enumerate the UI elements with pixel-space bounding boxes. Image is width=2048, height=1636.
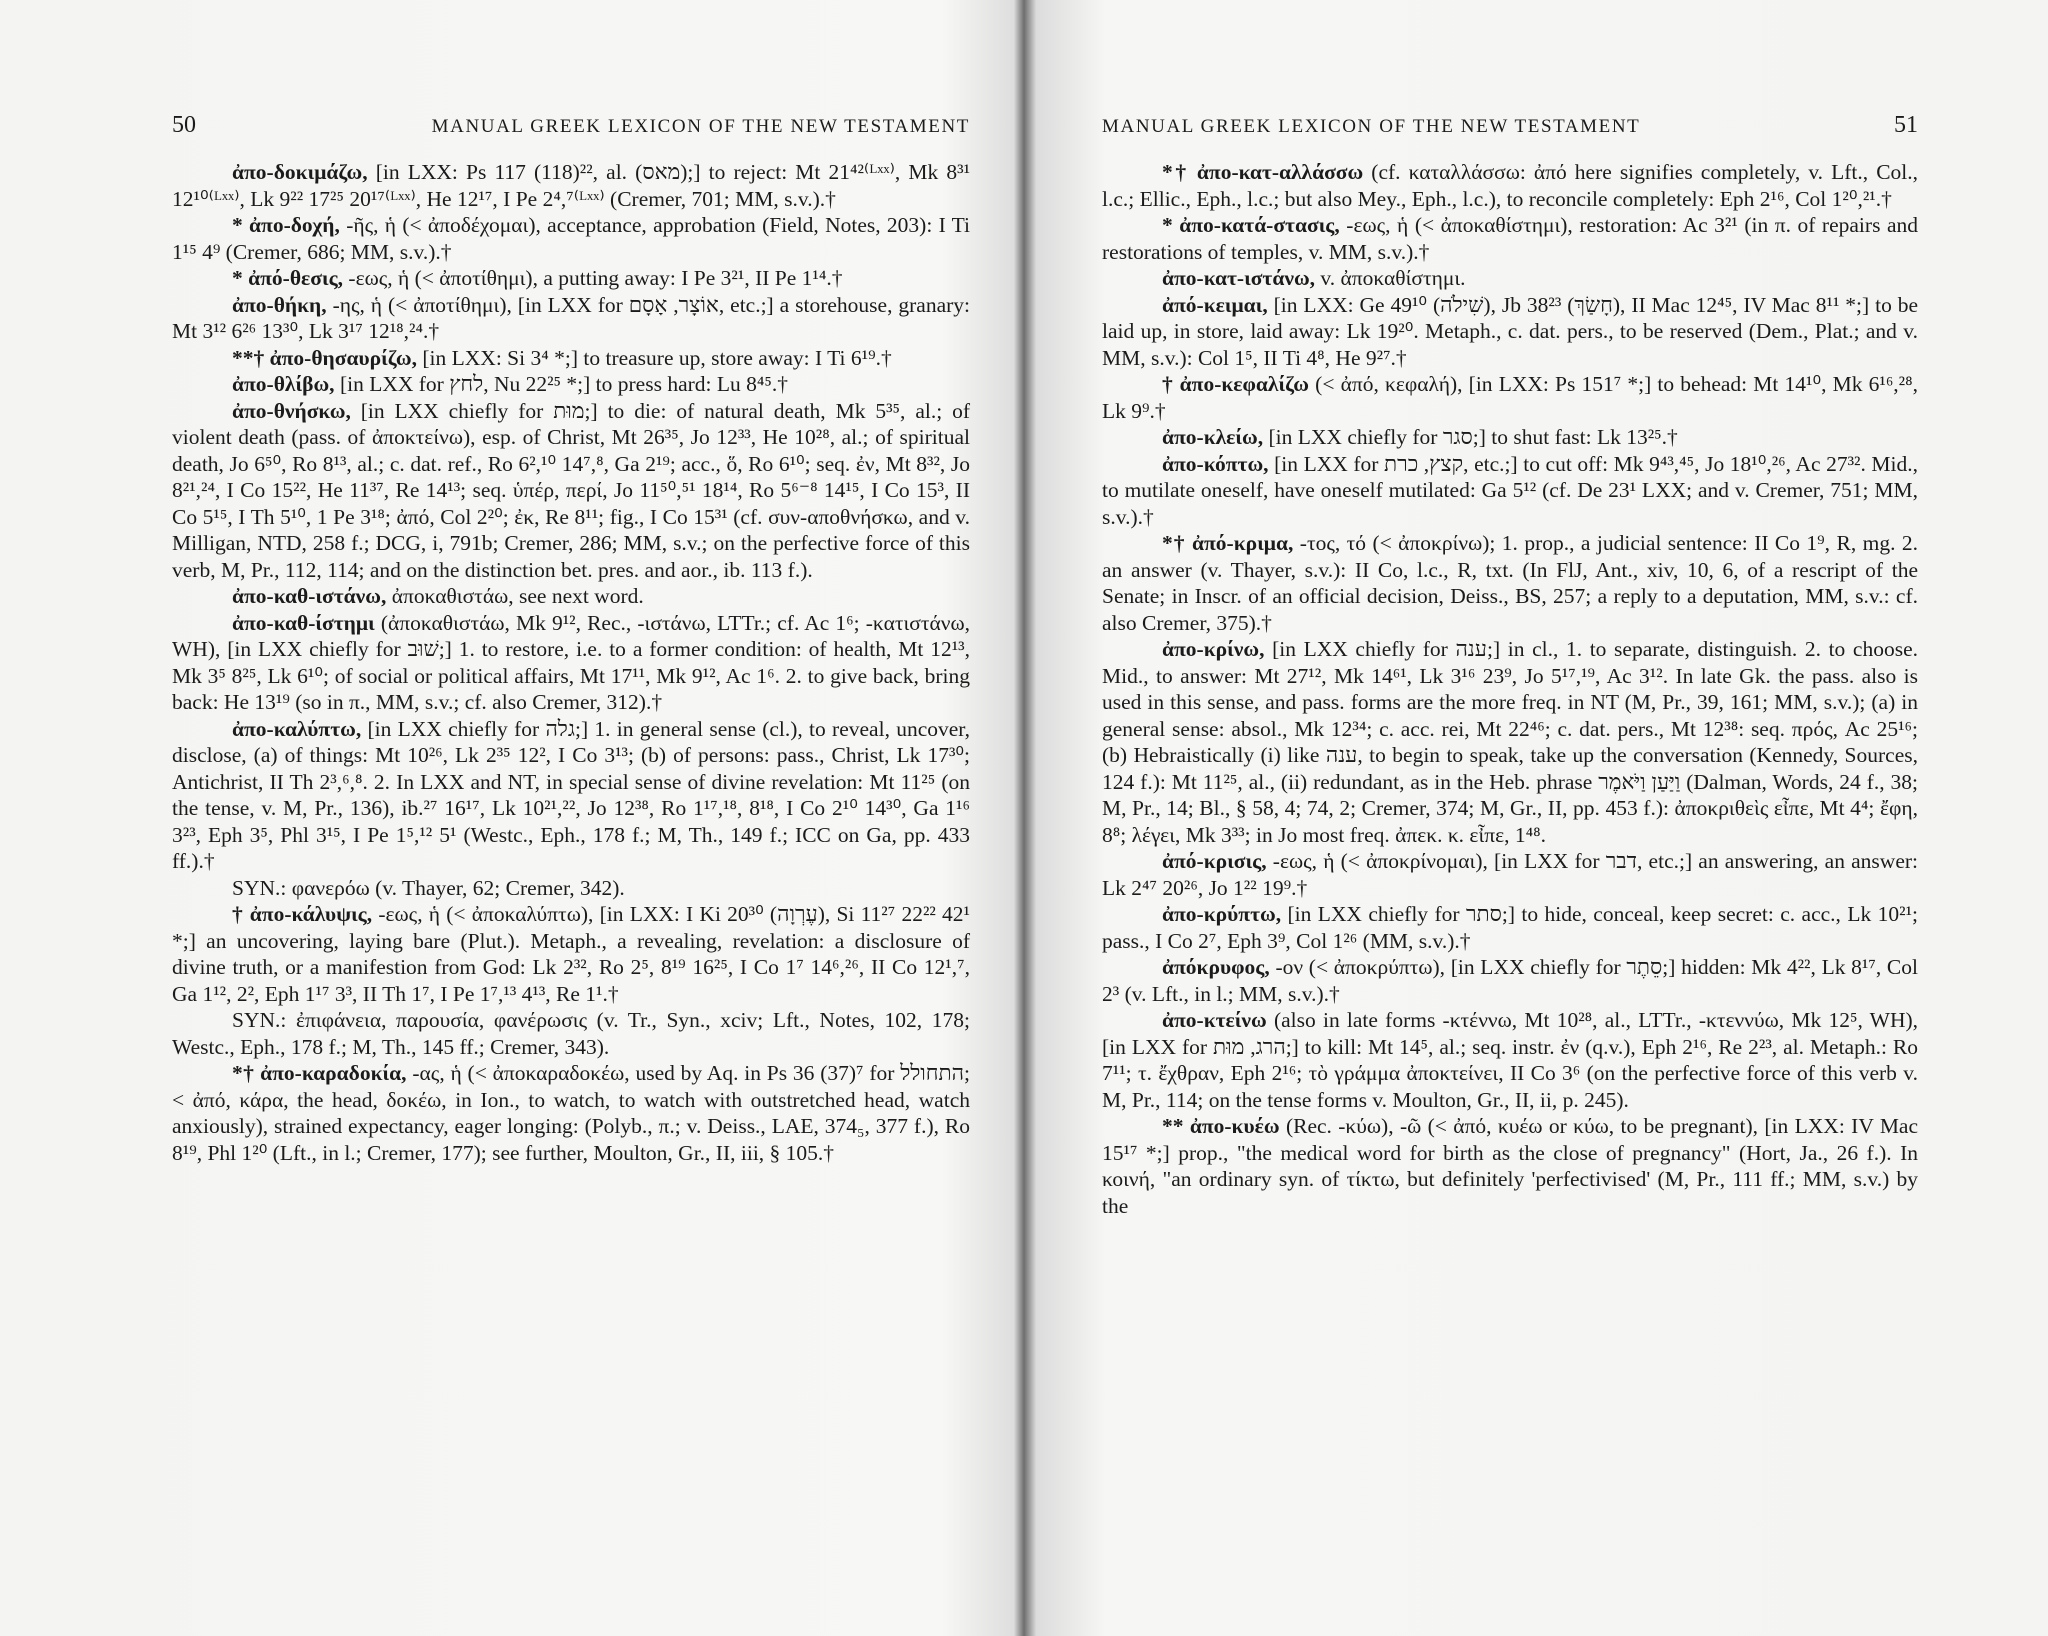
entry-headword: *† ἀπό-κριμα, [1162, 531, 1294, 555]
lexicon-entry [1102, 848, 1918, 901]
entry-headword: ἀπο-καθ-ίστημι [232, 610, 375, 635]
entry-headword: * ἀπο-δοχή, [232, 213, 340, 237]
lexicon-entry [172, 159, 970, 212]
entry-headword: *† ἀπο-κατ-αλλάσσω [1162, 160, 1364, 184]
entry-headword: ἀπο-δοκιμάζω, [232, 160, 368, 184]
lexicon-entry [172, 583, 970, 610]
left-running-head: MANUAL GREEK LEXICON OF THE NEW TESTAMENT [431, 116, 970, 137]
entry-text: φανερόω (v. Thayer, 62; Cremer, 342). [291, 875, 625, 900]
lexicon-entry [172, 901, 970, 1007]
lexicon-entry [172, 610, 970, 716]
entry-headword: ἀπόκρυφος, [1162, 955, 1270, 979]
lexicon-entry [172, 398, 970, 584]
entry-headword: ἀπο-κατ-ιστάνω, [1162, 266, 1316, 290]
entry-text: v. ἀποκαθίστημι. [1320, 266, 1466, 290]
right-page [1030, 0, 2048, 1636]
entry-headword: ἀπό-κειμαι, [1162, 292, 1268, 317]
lexicon-entry [1102, 265, 1918, 292]
synonyms-note [172, 875, 970, 902]
entry-text: (Rec. -κύω), -ῶ (< ἀπό, κυέω or κύω, to be pregnant), [in LXX: IV Mac 15¹⁷ *;] prop., "the medical word for birth as the close of pregnancy" (Hort, Ja., 26 f.). In κοινή, "an ordinary syn. of τίκτω, but definitely 'perfectivised' (M, Pr., 111 ff.; MM, s.v.) by the [1102, 1114, 1919, 1218]
entry-text: (cf. καταλλάσσω: ἀπό here signifies completely, v. Lft., Col., l.c.; Ellic., Eph., l.c.; but also Mey., Eph., l.c.), to reconcile completely: Eph 2¹⁶, Col 1²⁰,²¹.† [1102, 160, 1919, 211]
synonyms-note [172, 1007, 970, 1060]
entry-headword: † ἀπο-κάλυψις, [232, 902, 373, 926]
entry-text: [in LXX chiefly for גלה;] 1. in general sense (cl.), to reveal, uncover, disclose, (a) of things: Mt 10²⁶, Lk 2³⁵ 12², I Co 3¹³; (b) of persons: pass., Christ, Lk 17³⁰; Antichrist, II Th 2³,⁶,⁸. 2. In LXX and NT, in special sense of divine revelation: Mt 11²⁵ (on the tense, v. M, Pr., 136), ib.²⁷ 16¹⁷, Lk 10²¹,²², Jo 12³⁸, Ro 1¹⁷,¹⁸, 8¹⁸, I Co 2¹⁰ 14³⁰, Ga 1¹⁶ 3²³, Eph 3⁵, Phl 3¹⁵, I Pe 1⁵,¹² 5¹ (Westc., Eph., 178 f.; M, Th., 149 f.; ICC on Ga, pp. 433 ff.).† [172, 716, 970, 873]
lexicon-entry [1102, 424, 1918, 451]
entry-text: [in LXX: Ge 49¹⁰ (שִׁילֹה), Jb 38²³ (חָשַׂךְ), II Mac 12⁴⁵, IV Mac 8¹¹ *;] to be laid up, in store, laid away: Lk 19²⁰. Metaph., c. dat. pers., to be reserved (Dem., Plat.; and v. MM, s.v.): Col 1⁵, II Ti 4⁸, He 9²⁷.† [1102, 292, 1919, 370]
entry-text: -τος, τό (< ἀποκρίνω); 1. prop., a judicial sentence: II Co 1⁹, R, mg. 2. an answer (v. Thayer, s.v.): II Co, l.c., R, txt. (In FlJ, Ant., xiv, 10, 6, of a rescript of the Senate; in Inscr. of an official decision, Deiss., BS, 257; a reply to a deputation, MM, s.v.: cf. also Cremer, 375).† [1102, 531, 1919, 635]
lexicon-entry [1102, 371, 1918, 424]
entry-text: -εως, ἡ (< ἀποκαλύπτω), [in LXX: I Ki 20³⁰ (עֶרְוָה), Si 11²⁷ 22²² 42¹ *;] an uncovering, laying bare (Plut.). Metaph., a revealing, revelation: a disclosure of divine truth, or a manifestion from God: Lk 2³², Ro 2⁵, 8¹⁹ 16²⁵, I Co 1⁷ 14⁶,²⁶, II Co 12¹,⁷, Ga 1¹², 2², Eph 1¹⁷ 3³, II Th 1⁷, I Pe 1⁷,¹³ 4¹³, Re 1¹.† [172, 902, 971, 1006]
lexicon-entry [172, 212, 970, 265]
lexicon-entry [1102, 530, 1918, 636]
entry-headword: *† ἀπο-καραδοκία, [232, 1061, 407, 1085]
entry-text: [in LXX chiefly for ענה;] in cl., 1. to separate, distinguish. 2. to choose. Mid., to answer: Mt 27¹², Mk 14⁶¹, Lk 3¹⁶ 23⁹, Jo 5¹⁷,¹⁹, Ac 3¹². In late Gk. the pass. also is used in this sense, and pass. forms are the more freq. in NT (M, Pr., 39, 161; MM, s.v.); (a) in general sense: absol., Mk 12³⁴; c. acc. rei, Mt 22⁴⁶; c. dat. pers., Mt 12³⁸: seq. πρός, Ac 25¹⁶; (b) Hebraistically (i) like ענה, to begin to speak, take up the conversation (Kennedy, Sources, 124 f.): Mt 11²⁵, al., (ii) redundant, as in the Heb. phrase וַיַּעַן וַיֹּאמֶר (Dalman, Words, 24 f., 38; M, Pr., 14; Bl., § 58, 4; 74, 2; Cremer, 374; M, Gr., II, pp. 453 f.): ἀποκριθεὶς εἶπε, Mt 4⁴; ἔφη, 8⁸; λέγει, Mk 3³³; in Jo most freq. ἀπεκ. κ. εἶπε, 1⁴⁸. [1102, 637, 1918, 847]
entry-headword: ἀπο-κτείνω [1162, 1008, 1267, 1032]
right-page-header [1102, 112, 1918, 139]
entry-headword: **† ἀπο-θησαυρίζω, [232, 345, 418, 370]
lexicon-entry [1102, 1007, 1918, 1113]
lexicon-entry [1102, 1113, 1918, 1219]
right-page-number: 51 [1894, 112, 1918, 138]
entry-text: [in LXX chiefly for סגר;] to shut fast: Lk 13²⁵.† [1268, 425, 1678, 449]
entry-text: -ῆς, ἡ (< ἀποδέχομαι), acceptance, approbation (Field, Notes, 203): I Ti 1¹⁵ 4⁹ (Cremer, 686; MM, s.v.).† [172, 213, 971, 264]
entry-text: ἀποκαθιστάω, see next word. [391, 584, 644, 608]
lexicon-entry [1102, 212, 1918, 265]
entry-text: (also in late forms -κτέννω, Mt 10²⁸, al., LTTr., -κτεννύω, Mk 12⁵, WH), [in LXX for הרג, מוּת;] to kill: Mt 14⁵, al.; seq. instr. ἐν (q.v.), Eph 2¹⁶, Re 2²³, al. Metaph.: Ro 7¹¹; τ. ἔχθραν, Eph 2¹⁶; τὸ γράμμα ἀποκτείνει, II Co 3⁶ (on the perfective force of this verb v. M, Pr., 114; on the tense forms v. Moulton, Gr., II, ii, p. 245). [1102, 1008, 1919, 1112]
entry-text: (ἀποκαθιστάω, Mk 9¹², Rec., -ιστάνω, LTTr.; cf. Ac 1⁶; -κατιστάνω, WH), [in LXX chiefly for שׁוּב;] 1. to restore, i.e. to a former condition: of health, Mt 12¹³, Mk 3⁵ 8²⁵, Lk 6¹⁰; of social or political affairs, Mt 17¹¹, Mk 9¹², Ac 1⁶. 2. to give back, bring back: He 13¹⁹ (so in π., MM, s.v.; cf. also Cremer, 312).† [172, 610, 970, 714]
lexicon-entry [1102, 901, 1918, 954]
entry-headword: ἀπο-θνήσκω, [232, 398, 351, 423]
entry-headword: ἀπο-κλείω, [1162, 425, 1264, 449]
lexicon-entry [172, 345, 970, 372]
left-page-number: 50 [172, 112, 196, 138]
entry-text: -ης, ἡ (< ἀποτίθημι), [in LXX for אוֹצָר, אָסָם, etc.;] a storehouse, granary: Mt 3¹² 6²⁶ 13³⁰, Lk 3¹⁷ 12¹⁸,²⁴.† [172, 292, 971, 343]
right-page-body [1102, 159, 1918, 1219]
left-page [0, 0, 1018, 1636]
entry-headword: ἀπο-καθ-ιστάνω, [232, 584, 387, 608]
lexicon-entry [172, 371, 970, 398]
entry-text: [in LXX chiefly for מוּת;] to die: of natural death, Mk 5³⁵, al.; of violent death (pass. of ἀποκτείνω), esp. of Christ, Mt 26³⁵, Jo 12³³, He 10²⁸, al.; of spiritual death, Jo 6⁵⁰, Ro 8¹³, al.; c. dat. ref., Ro 6²,¹⁰ 14⁷,⁸, Ga 2¹⁹; acc., ὅ, Ro 6¹⁰; seq. ἐν, Mt 8³², Jo 8²¹,²⁴, I Co 15²², He 11³⁷, Re 14¹³; seq. ὑπέρ, περί, Jo 11⁵⁰,⁵¹ 18¹⁴, Ro 5⁶⁻⁸ 14¹⁵, I Co 15³, II Co 5¹⁵, I Th 5¹⁰, 1 Pe 3¹⁸; ἀπό, Col 2²⁰; ἐκ, Re 8¹¹; fig., I Co 15³¹ (cf. συν-αποθνήσκω, and v. Milligan, NTD, 258 f.; DCG, i, 791b; Cremer, 286; MM, s.v.; on the perfective force of this verb, M, Pr., 112, 114; and on the distinction bet. pres. and aor., ib. 113 f.). [172, 398, 971, 582]
lexicon-entry [172, 265, 970, 292]
entry-text: -εως, ἡ (< ἀποτίθημι), a putting away: I Pe 3²¹, II Pe 1¹⁴.† [348, 266, 843, 290]
entry-headword: * ἀπο-κατά-στασις, [1162, 213, 1340, 237]
lexicon-entry [1102, 636, 1918, 848]
entry-headword: ἀπο-κόπτω, [1162, 451, 1269, 476]
entry-text: [in LXX: Si 3⁴ *;] to treasure up, store away: I Ti 6¹⁹.† [422, 345, 892, 370]
entry-headword: ἀπο-καλύπτω, [232, 716, 362, 741]
lexicon-entry [172, 716, 970, 875]
entry-text: -εως, ἡ (< ἀποκρίνομαι), [in LXX for דבר, etc.;] an answering, an answer: Lk 2⁴⁷ 20²⁶, Jo 1²² 19⁹.† [1102, 849, 1919, 900]
entry-text: -ον (< ἀποκρύπτω), [in LXX chiefly for סֵתֶר;] hidden: Mk 4²², Lk 8¹⁷, Col 2³ (v. Lft., in l.; MM, s.v.).† [1102, 955, 1918, 1006]
entry-headword: ἀπο-θήκη, [232, 292, 327, 317]
entry-text: (< ἀπό, κεφαλή), [in LXX: Ps 151⁷ *;] to behead: Mt 14¹⁰, Mk 6¹⁶,²⁸, Lk 9⁹.† [1102, 372, 1919, 423]
entry-headword: SYN.: [232, 875, 287, 900]
lexicon-entry [1102, 159, 1918, 212]
entry-headword: ** ἀπο-κυέω [1162, 1114, 1280, 1138]
right-running-head: MANUAL GREEK LEXICON OF THE NEW TESTAMENT [1102, 116, 1641, 137]
entry-text: -ας, ἡ (< ἀποκαραδοκέω, used by Aq. in Ps 36 (37)⁷ for התחולל; < ἀπό, κάρα, the head, δοκέω, in Ion., to watch, to watch with outstretched head, watch anxiously), strained expectancy, eager longing: (Polyb., π.; v. Deiss., LAE, 374₅, 377 f.), Ro 8¹⁹, Phl 1²⁰ (Lft., in l.; Cremer, 177); see further, Moulton, Gr., II, iii, § 105.† [172, 1061, 970, 1165]
entry-text: [in LXX chiefly for סתר;] to hide, conceal, keep secret: c. acc., Lk 10²¹; pass., I Co 2⁷, Eph 3⁹, Col 1²⁶ (MM, s.v.).† [1102, 902, 1918, 953]
entry-headword: * ἀπό-θεσις, [232, 266, 344, 290]
lexicon-entry [1102, 292, 1918, 372]
lexicon-entry [1102, 451, 1918, 531]
entry-text: [in LXX for קצץ, כרת, etc.;] to cut off: Mk 9⁴³,⁴⁵, Jo 18¹⁰,²⁶, Ac 27³². Mid., to mutilate oneself, have oneself mutilated: Ga 5¹² (cf. De 23¹ LXX; and v. Cremer, 751; MM, s.v.).† [1102, 451, 1919, 529]
lexicon-entry [172, 1060, 970, 1166]
entry-headword: † ἀπο-κεφαλίζω [1162, 372, 1309, 396]
entry-text: ἐπιφάνεια, παρουσία, φανέρωσις (v. Tr., Syn., xciv; Lft., Notes, 102, 178; Westc., Eph., 178 f.; M, Th., 145 ff.; Cremer, 343). [172, 1008, 970, 1059]
left-page-header [172, 112, 970, 139]
entry-headword: ἀπο-κρύπτω, [1162, 902, 1282, 926]
entry-headword: SYN.: [232, 1008, 287, 1032]
lexicon-entry [172, 292, 970, 345]
entry-headword: ἀπό-κρισις, [1162, 849, 1267, 873]
lexicon-entry [1102, 954, 1918, 1007]
entry-headword: ἀπο-θλίβω, [232, 372, 335, 396]
entry-headword: ἀπο-κρίνω, [1162, 637, 1265, 661]
entry-text: [in LXX: Ps 117 (118)²², al. (מאס);] to reject: Mt 21⁴²⁽ᴸˣˣ⁾, Mk 8³¹ 12¹⁰⁽ᴸˣˣ⁾, Lk 9²² 17²⁵ 20¹⁷⁽ᴸˣˣ⁾, He 12¹⁷, I Pe 2⁴,⁷⁽ᴸˣˣ⁾ (Cremer, 701; MM, s.v.).† [172, 160, 971, 211]
entry-text: -εως, ἡ (< ἀποκαθίστημι), restoration: Ac 3²¹ (in π. of repairs and restorations of temples, v. MM, s.v.).† [1102, 213, 1918, 264]
left-page-body [172, 159, 970, 1166]
entry-text: [in LXX for לחץ, Nu 22²⁵ *;] to press hard: Lu 8⁴⁵.† [339, 372, 788, 396]
